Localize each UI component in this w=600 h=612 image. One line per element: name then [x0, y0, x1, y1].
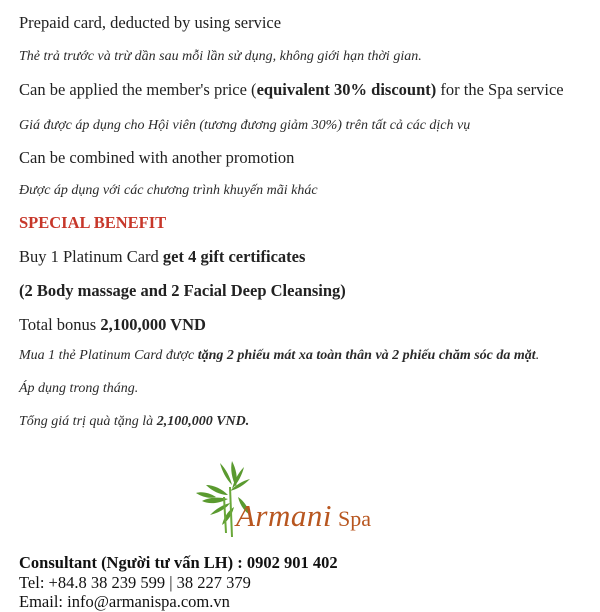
offer-line-vi-1-highlight: tặng 2 phiếu mát xa toàn thân và 2 phiếu chăm sóc da mặt [197, 348, 536, 363]
benefit-line-2-vi: Giá được áp dụng cho Hội viên (tương đương giảm 30%) trên tất cả các dịch vụ [19, 118, 471, 133]
offer-line-vi-1-c: . [535, 348, 540, 363]
logo-spa: Spa [338, 506, 371, 531]
special-benefit-heading: SPECIAL BENEFIT [19, 213, 167, 232]
gift-certificates-highlight: get 4 gift certificates [162, 247, 306, 266]
benefit-line-2 [19, 80, 564, 100]
logo-text [236, 498, 371, 534]
logo-word: Armani [236, 498, 332, 533]
benefit-line-3: Can be combined with another promotion [19, 148, 295, 167]
offer-line-vi-3-value: 2,100,000 VND. [156, 414, 250, 429]
offer-line-2: (2 Body massage and 2 Facial Deep Cleansing) [19, 281, 346, 300]
offer-line-3 [19, 315, 206, 335]
benefit-line-3-vi: Được áp dụng với các chương trình khuyến mãi khác [19, 183, 318, 198]
offer-line-vi-3 [19, 414, 249, 430]
benefit-line-2-c: for the Spa service [436, 80, 564, 99]
discount-highlight: equivalent 30% discount) [256, 80, 437, 99]
offer-line-1 [19, 247, 305, 267]
benefit-line-1-vi: Thẻ trả trước và trừ dần sau mỗi lần sử dụng, không giới hạn thời gian. [19, 49, 422, 64]
offer-line-vi-1-a: Mua 1 thẻ Platinum Card được [19, 348, 198, 363]
offer-line-vi-1 [19, 348, 539, 364]
offer-line-3-a: Total bonus [19, 315, 101, 334]
email-contact: Email: info@armanispa.com.vn [19, 592, 230, 611]
offer-line-vi-2: Áp dụng trong tháng. [19, 381, 139, 396]
consultant-contact: Consultant (Người tư vấn LH) : 0902 901 402 [19, 553, 338, 572]
offer-line-vi-3-a: Tổng giá trị quà tặng là [19, 414, 157, 429]
total-bonus-value: 2,100,000 VND [100, 315, 206, 334]
offer-line-1-a: Buy 1 Platinum Card [19, 247, 163, 266]
benefit-line-1: Prepaid card, deducted by using service [19, 13, 282, 32]
telephone-contact: Tel: +84.8 38 239 599 | 38 227 379 [19, 573, 251, 592]
benefit-line-2-a: Can be applied the member's price ( [19, 80, 257, 99]
